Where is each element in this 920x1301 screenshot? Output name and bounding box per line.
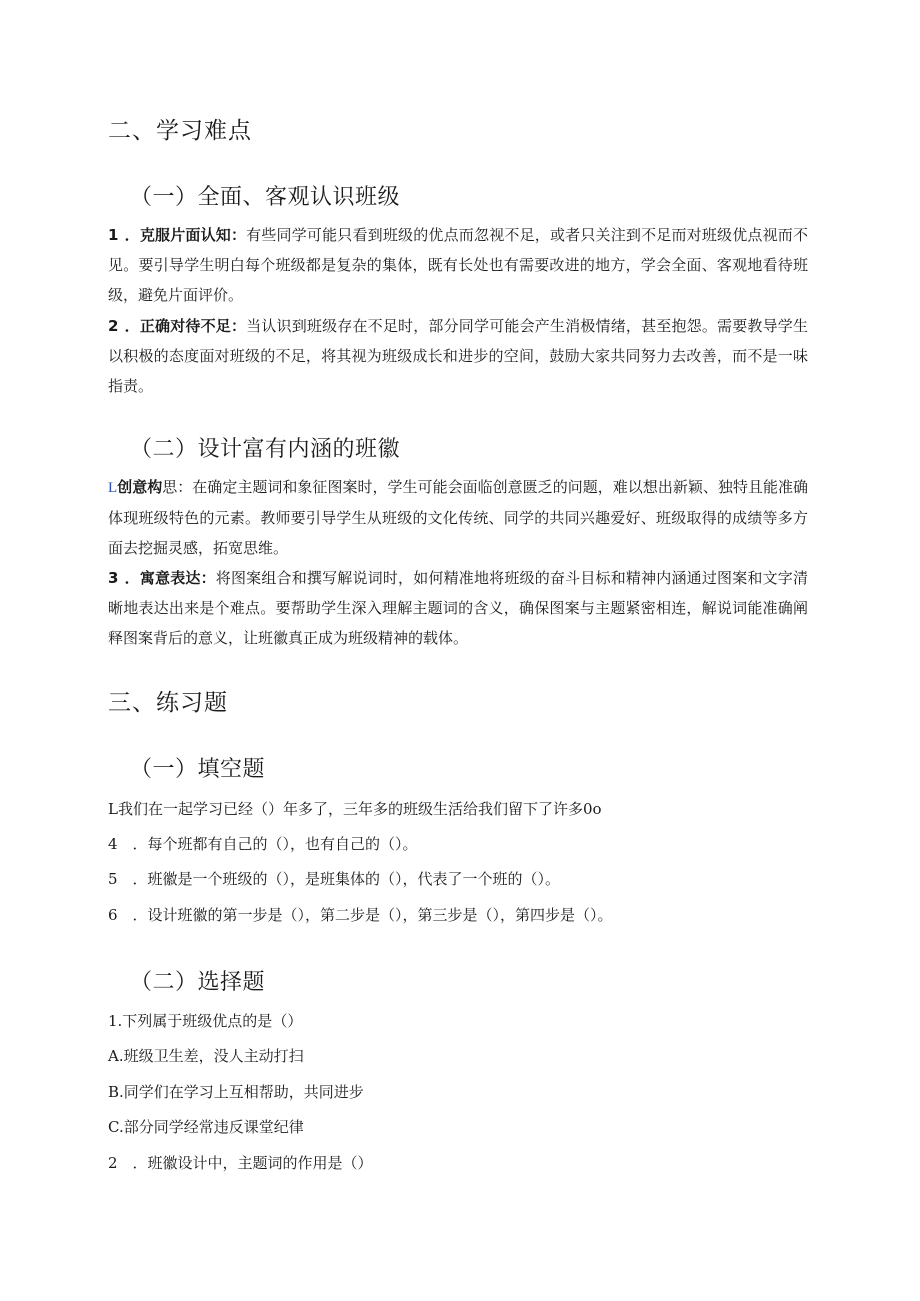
paragraph-item-2 bbox=[108, 311, 808, 401]
subsection-heading-view-class: （一）全面、客观认识班级 bbox=[130, 185, 401, 210]
fill-question-6: 6 ．设计班徽的第一步是（），第二步是（），第三步是（），第四步是（）。 bbox=[108, 906, 613, 924]
section-heading-difficulties: 二、学习难点 bbox=[108, 118, 252, 144]
paragraph-item-3 bbox=[108, 563, 808, 653]
subsection-heading-fill-blank: （一）填空题 bbox=[130, 757, 266, 782]
item-label: ．寓意表达： bbox=[124, 569, 216, 587]
item-label: 创意构 bbox=[117, 478, 163, 496]
subsection-heading-choice: （二）选择题 bbox=[130, 970, 266, 995]
item-text: 思：在确定主题词和象征图案时，学生可能会面临创意匮乏的问题，难以想出新颖、独特且能准确体现班级特色的元素。教师要引导学生从班级的文化传统、同学的共同兴趣爱好、班级取得的成绩等多方面去挖掘灵感，拓宽思维。 bbox=[108, 478, 808, 557]
fill-question-4: 4 ．每个班都有自己的（），也有自己的（）。 bbox=[108, 835, 418, 853]
choice-option-c: C.部分同学经常违反课堂纪律 bbox=[108, 1118, 304, 1136]
fill-question-5: 5 ．班徽是一个班级的（），是班集体的（），代表了一个班的（）。 bbox=[108, 870, 561, 888]
item-text: 将图案组合和撰写解说词时，如何精准地将班级的奋斗目标和精神内涵通过图案和文字清晰地表达出来是个难点。要帮助学生深入理解主题词的含义，确保图案与主题紧密相连，解说词能准确阐释图案背后的意义，让班徽真正成为班级精神的载体。 bbox=[108, 569, 808, 647]
item-label: ．克服片面认知： bbox=[124, 226, 247, 244]
paragraph-item-1 bbox=[108, 220, 808, 310]
item-number: 1 bbox=[108, 226, 119, 244]
item-number: 3 bbox=[108, 569, 119, 587]
section-heading-exercises: 三、练习题 bbox=[108, 690, 228, 716]
item-number: L bbox=[108, 480, 118, 496]
subsection-heading-badge-design: （二）设计富有内涵的班徽 bbox=[130, 437, 401, 462]
paragraph-item-creative bbox=[108, 472, 808, 563]
item-text: 有些同学可能只看到班级的优点而忽视不足，或者只关注到不足而对班级优点视而不见。要引导学生明白每个班级都是复杂的集体，既有长处也有需要改进的地方，学会全面、客观地看待班级，避免片面评价。 bbox=[108, 226, 808, 304]
choice-question-2: 2 ．班徽设计中，主题词的作用是（） bbox=[108, 1154, 373, 1172]
choice-option-b: B.同学们在学习上互相帮助，共同进步 bbox=[108, 1083, 364, 1101]
item-text: 当认识到班级存在不足时，部分同学可能会产生消极情绪，甚至抱怨。需要教导学生以积极的态度面对班级的不足，将其视为班级成长和进步的空间，鼓励大家共同努力去改善，而不是一味指责。 bbox=[108, 317, 808, 395]
fill-question-1: L我们在一起学习已经（）年多了，三年多的班级生活给我们留下了许多0o bbox=[108, 800, 602, 818]
choice-option-a: A.班级卫生差，没人主动打扫 bbox=[108, 1047, 304, 1065]
item-label: ．正确对待不足： bbox=[124, 317, 247, 335]
choice-question-1: 1.下列属于班级优点的是（） bbox=[108, 1012, 303, 1030]
item-number: 2 bbox=[108, 317, 119, 335]
